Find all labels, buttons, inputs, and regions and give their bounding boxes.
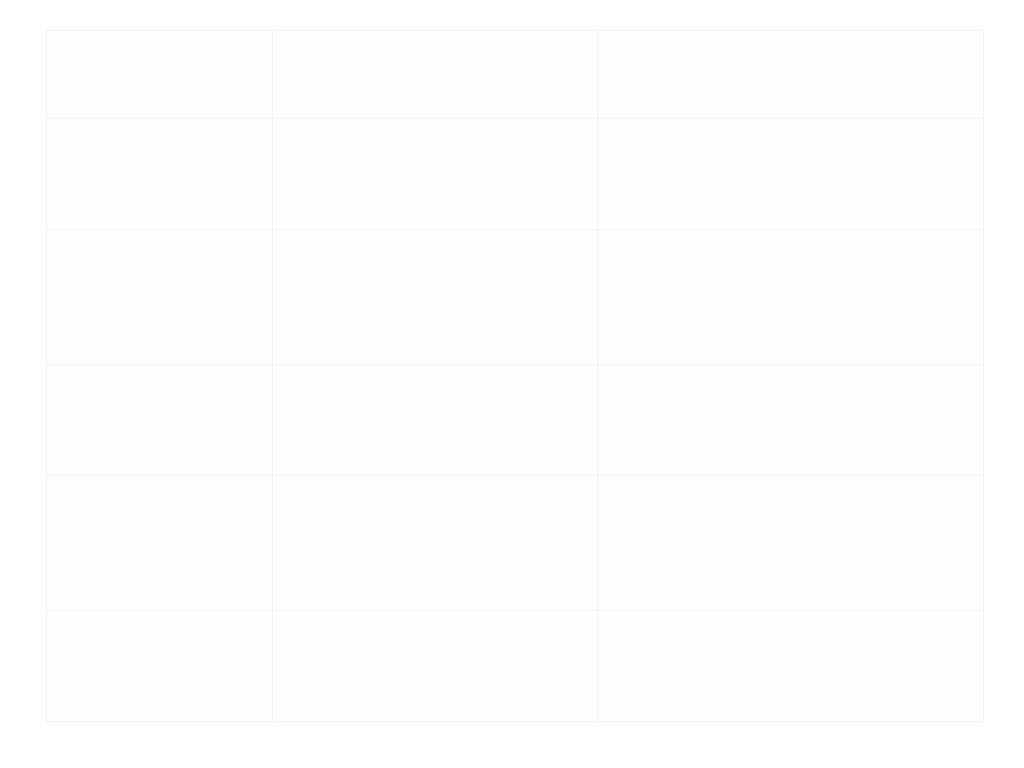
table-row	[47, 365, 984, 475]
table-row	[47, 611, 984, 722]
table-row	[47, 31, 984, 119]
table-cell	[597, 611, 983, 722]
table-cell	[47, 119, 273, 229]
table-row	[47, 119, 984, 229]
table-cell	[597, 31, 983, 119]
table-cell	[273, 475, 597, 611]
table-cell	[597, 365, 983, 475]
table-cell	[47, 611, 273, 722]
table-cell	[273, 229, 597, 365]
table-cell	[273, 31, 597, 119]
table-cell	[273, 365, 597, 475]
table-cell	[597, 475, 983, 611]
table-cell	[47, 229, 273, 365]
table-cell	[47, 365, 273, 475]
table-cell	[597, 229, 983, 365]
empty-grid-table	[46, 30, 984, 722]
table-cell	[47, 31, 273, 119]
table-row	[47, 229, 984, 365]
table-cell	[273, 119, 597, 229]
table-row	[47, 475, 984, 611]
table-cell	[47, 475, 273, 611]
table-cell	[597, 119, 983, 229]
table-cell	[273, 611, 597, 722]
